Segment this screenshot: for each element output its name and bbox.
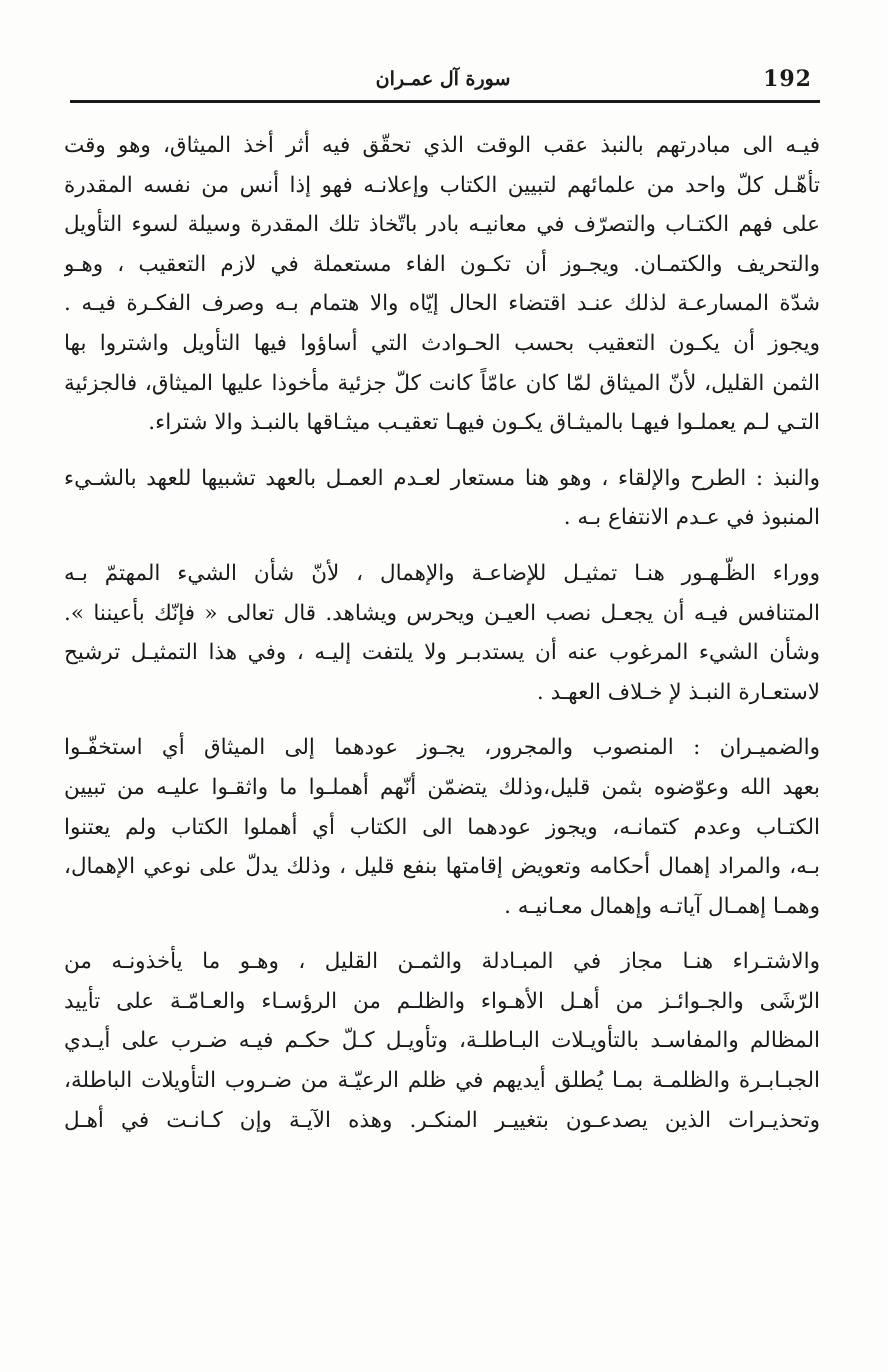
text-line: المتنافس فيـه أن يجعـل نصب العيـن ويحرس ويشاهد. قال تعالى « فإنّك بأعيننا ». <box>64 600 820 626</box>
paragraph <box>64 126 820 443</box>
text-line: فيـه الى مبادرتهم بالنبذ عقب الوقت الذي تحقّق فيه أثر أخذ الميثاق، وهو وقت <box>64 133 820 158</box>
text-line: على فهم الكتـاب والتصرّف في معانيـه بادر باتّخاذ تلك المقدرة وسيلة لسوء التأويل <box>64 212 820 238</box>
paragraph <box>64 554 820 712</box>
text-line: ويجوز أن يكـون التعقيب بحسب الحـوادث التي أساؤوا فيها التأويل واشتروا بها <box>64 330 820 356</box>
text-line: بعهد الله وعوّضوه بثمن قليل،وذلك يتضمّن أنّهم أهملـوا ما واثقـوا عليـه من تبيين <box>64 774 820 800</box>
paragraph-gap <box>64 538 820 554</box>
text-line: الثمن القليل، لأنّ الميثاق لمّا كان عامّاً كانت كلّ جزئية مأخوذا عليها الميثاق، فالجزئية <box>64 370 820 396</box>
text-line: شدّة المسارعـة لذلك عنـد اقتضاء الحال إيّاه والا هتمام بـه وصرف الفكـرة فيـه . <box>64 291 820 317</box>
paragraph <box>64 459 820 538</box>
text-line: تأهّـل كلّ واحد من علمائهم لتبيين الكتاب وإعلانـه فهو إذا أنس من نفسه المقدرة <box>64 172 820 198</box>
paragraph <box>64 728 820 926</box>
text-line: التـي لـم يعملـوا فيهـا بالميثـاق يكـون فيهـا تعقيـب ميثـاقها بالنبـذ والا شتراء. <box>148 410 820 436</box>
text-line: بـه، والمراد إهمال أحكامه وتعويض إقامتها بنفع قليل ، وذلك يدلّ على نوعي الإهمال، <box>64 854 820 880</box>
paragraph-gap <box>64 443 820 459</box>
page-number: 192 <box>763 66 812 92</box>
text-line: المنبوذ في عـدم الانتفاع بـه . <box>563 505 820 531</box>
text-line: وهمـا إهمـال آياتـه وإهمال معـانيـه . <box>504 893 820 919</box>
running-title: سورة آل عمـران <box>375 68 511 90</box>
text-line: الكتـاب وعدم كتمانـه، ويجوز عودهما الى الكتاب أي أهملوا الكتاب ولم يعتنوا <box>64 814 820 840</box>
text-line: وشأن الشيء المرغوب عنه أن يستدبـر ولا يلتفت إليـه ، وفي هذا التمثيـل ترشيح <box>64 640 820 666</box>
header-rule <box>70 100 820 103</box>
text-line: وتحذيـرات الذين يصدعـون بتغييـر المنكـر. وهذه الآيـة وإن كـانـت في أهـل <box>64 1107 820 1133</box>
text-line: لاستعـارة النبـذ لإ خـلاف العهـد . <box>536 679 820 705</box>
text-line: الجبـابـرة والظلمـة بمـا يُطلق أيديهم في ظلم الرعيّـة من ضـروب التأويلات الباطلة، <box>64 1068 820 1094</box>
paragraph-gap <box>64 926 820 942</box>
paragraph <box>64 942 820 1140</box>
text-line: ووراء الظّـهـور هنـا تمثيـل للإضاعـة والإهمال ، لأنّ شأن الشيء المهتمّ بـه <box>64 560 820 586</box>
text-line: والنبذ : الطرح والإلقاء ، وهو هنا مستعار لعـدم العمـل بالعهد تشبيها للعهد بالشـيء <box>64 465 820 491</box>
text-line: والتحريف والكتمـان. ويجـوز أن تكـون الفاء مستعملة في لازم التعقيب ، وهـو <box>64 251 820 277</box>
text-line: والضميـران : المنصوب والمجرور، يجـوز عودهما إلى الميثاق أي استخفّـوا <box>64 735 820 761</box>
page-header <box>70 62 816 102</box>
text-line: والاشتـراء هنـا مجاز في المبـادلة والثمـن القليل ، وهـو ما يأخذونـه من <box>64 949 820 975</box>
paragraph-gap <box>64 712 820 728</box>
page-body <box>64 126 820 1140</box>
text-line: الرّشَى والجـوائـز من أهـل الأهـواء والظلـم من الرؤسـاء والعـامّـة على تأييد <box>64 988 820 1014</box>
text-line: المظالم والمفاسـد بالتأويـلات البـاطلـة، وتأويـل كـلّ حكـم فيـه ضـرب على أيـدي <box>64 1028 820 1054</box>
